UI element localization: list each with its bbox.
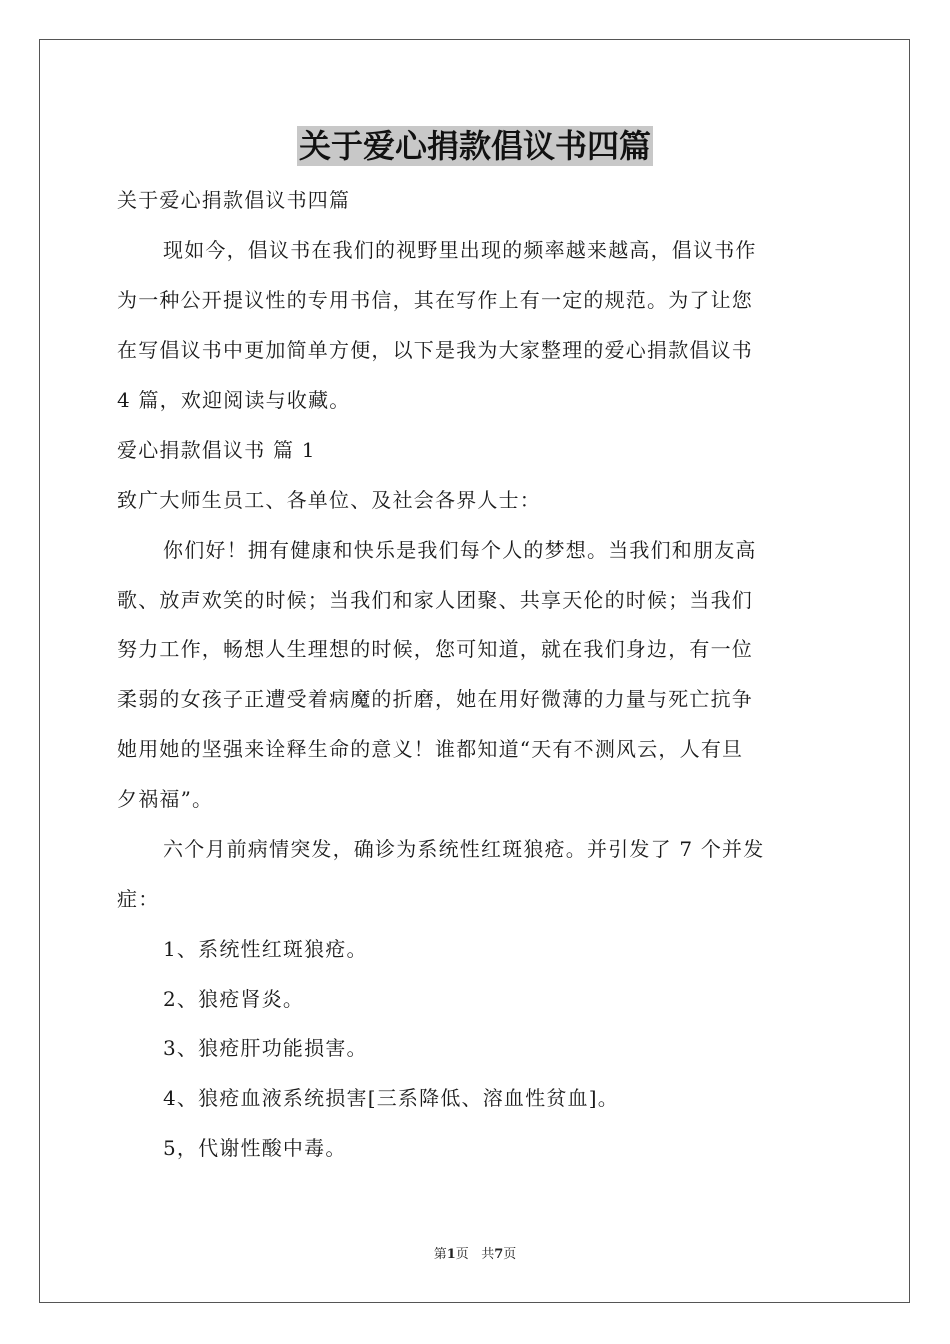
paragraph-line: 夕祸福”。	[117, 787, 214, 811]
footer-page-number: 1	[446, 1247, 456, 1262]
document-title: 关于爱心捐款倡议书四篇	[298, 127, 651, 165]
footer-total-pages: 7	[494, 1247, 504, 1262]
paragraph-line: 为一种公开提议性的专用书信，其在写作上有一定的规范。为了让您	[117, 288, 753, 312]
list-item: 1、系统性红斑狼疮。	[163, 937, 368, 961]
list-item: 2、狼疮肾炎。	[163, 987, 305, 1011]
page-footer	[0, 1246, 950, 1264]
section-heading: 爱心捐款倡议书 篇 1	[117, 438, 316, 462]
list-item: 3、狼疮肝功能损害。	[163, 1036, 368, 1060]
paragraph-line: 现如今，倡议书在我们的视野里出现的频率越来越高，倡议书作	[163, 238, 757, 262]
subtitle-line: 关于爱心捐款倡议书四篇	[117, 188, 351, 212]
paragraph-line: 歌、放声欢笑的时候；当我们和家人团聚、共享天伦的时候；当我们	[117, 588, 753, 612]
title-container	[0, 126, 950, 166]
paragraph-line: 你们好！拥有健康和快乐是我们每个人的梦想。当我们和朋友高	[163, 538, 757, 562]
list-item: 5，代谢性酸中毒。	[163, 1136, 347, 1160]
paragraph-line: 症：	[117, 887, 160, 911]
footer-middle: 页 共	[455, 1247, 495, 1262]
paragraph-line: 六个月前病情突发，确诊为系统性红斑狼疮。并引发了 7 个并发	[163, 837, 765, 861]
list-item: 4、狼疮血液系统损害[三系降低、溶血性贫血]。	[163, 1086, 619, 1110]
paragraph-line: 4 篇，欢迎阅读与收藏。	[117, 388, 351, 412]
paragraph-line: 努力工作，畅想人生理想的时候，您可知道，就在我们身边，有一位	[117, 637, 753, 661]
footer-prefix: 第	[433, 1247, 447, 1262]
paragraph-line: 柔弱的女孩子正遭受着病魔的折磨，她在用好微薄的力量与死亡抗争	[117, 687, 753, 711]
footer-suffix: 页	[503, 1247, 517, 1262]
paragraph-line: 在写倡议书中更加简单方便，以下是我为大家整理的爱心捐款倡议书	[117, 338, 753, 362]
page-border	[39, 39, 910, 1303]
salutation: 致广大师生员工、各单位、及社会各界人士：	[117, 488, 541, 512]
paragraph-line: 她用她的坚强来诠释生命的意义！谁都知道“天有不测风云，人有旦	[117, 737, 744, 761]
